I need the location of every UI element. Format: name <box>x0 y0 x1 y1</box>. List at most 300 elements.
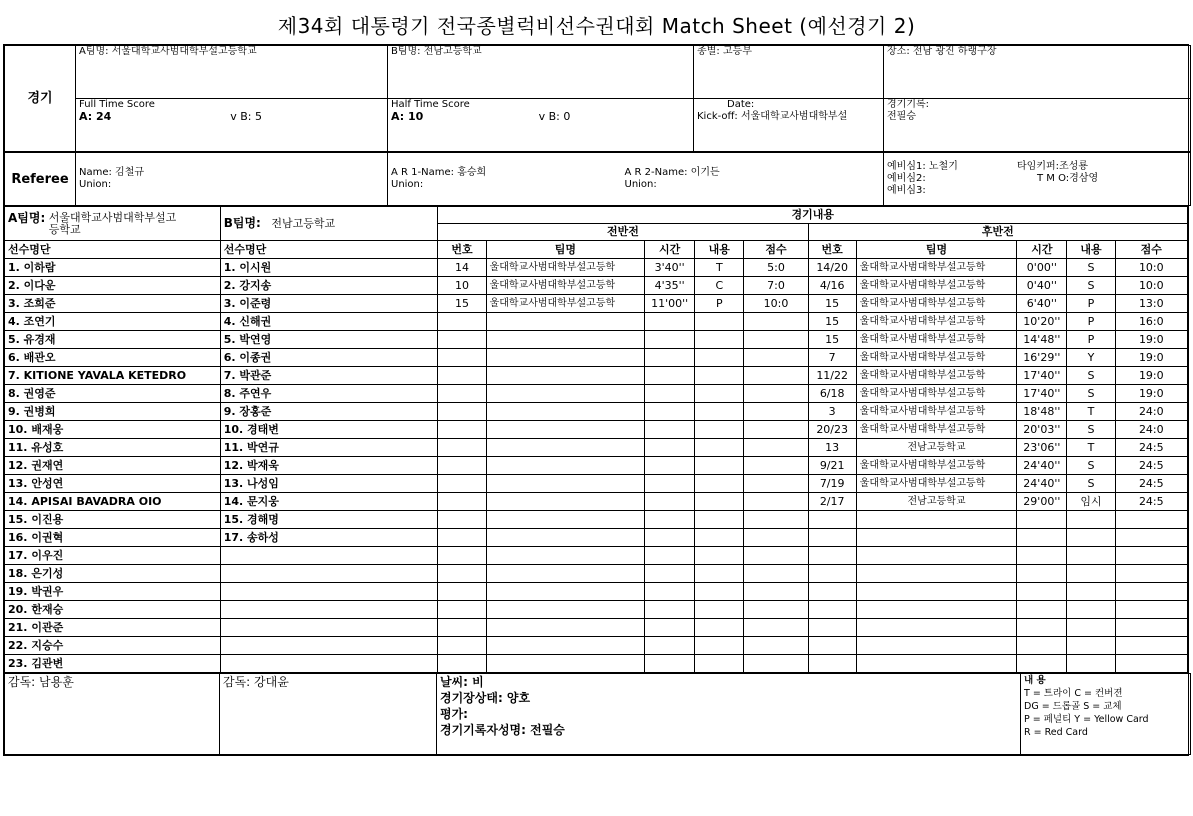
second-half-cell: 울대학교사범대학부설고등학 <box>856 403 1017 421</box>
first-half-col-header: 점수 <box>744 241 808 259</box>
first-half-cell <box>438 619 486 637</box>
first-half-col-header: 내용 <box>695 241 744 259</box>
team-a-name: 서울대학교사범대학부설고등학교 <box>48 210 177 236</box>
second-half-cell <box>1017 601 1067 619</box>
second-half-cell: S <box>1067 259 1115 277</box>
first-half-cell <box>744 583 808 601</box>
ar2-union: Union: <box>624 179 657 190</box>
second-half-label: 후반전 <box>808 224 1187 241</box>
second-half-cell: 15 <box>808 295 856 313</box>
timekeeper: 타임키퍼:조성룡 <box>1017 161 1088 172</box>
player-b <box>220 583 438 601</box>
first-half-cell <box>645 475 695 493</box>
legend-line-3: P = 페널티 Y = Yellow Card <box>1024 714 1149 725</box>
first-half-cell <box>645 637 695 655</box>
team-b-label: B팀명: <box>223 216 261 230</box>
player-b: 13. 나성임 <box>220 475 438 493</box>
table-row <box>5 565 1188 583</box>
second-half-cell <box>1067 565 1115 583</box>
tmo: T M O:경삼영 <box>1037 173 1099 184</box>
first-half-cell: P <box>695 295 744 313</box>
first-half-cell <box>645 493 695 511</box>
first-half-cell <box>744 601 808 619</box>
first-half-cell <box>645 583 695 601</box>
second-half-cell: 24'40'' <box>1017 457 1067 475</box>
first-half-cell: 5:0 <box>744 259 808 277</box>
player-b: 3. 이준령 <box>220 295 438 313</box>
second-half-cell: 7 <box>808 349 856 367</box>
first-half-col-header: 번호 <box>438 241 486 259</box>
legend <box>1021 674 1191 755</box>
category: 종별: 고등부 <box>694 46 884 99</box>
table-row <box>5 583 1188 601</box>
first-half-cell <box>645 403 695 421</box>
second-half-cell <box>1115 511 1187 529</box>
first-half-cell <box>438 313 486 331</box>
first-half-cell <box>744 403 808 421</box>
player-b <box>220 547 438 565</box>
second-half-cell: 전남고등학교 <box>856 439 1017 457</box>
second-half-cell: 임시 <box>1067 493 1115 511</box>
first-half-cell <box>486 493 645 511</box>
game-content-label: 경기내용 <box>438 207 1188 224</box>
second-half-cell: S <box>1067 277 1115 295</box>
first-half-cell <box>486 655 645 673</box>
legend-line-4: R = Red Card <box>1024 727 1088 738</box>
second-half-cell <box>808 619 856 637</box>
second-half-col-header: 점수 <box>1115 241 1187 259</box>
first-half-cell: 3'40'' <box>645 259 695 277</box>
first-half-cell <box>695 547 744 565</box>
second-half-cell <box>808 601 856 619</box>
second-half-cell <box>1067 583 1115 601</box>
second-half-cell <box>808 565 856 583</box>
half-time-score <box>388 99 694 152</box>
second-half-cell <box>856 655 1017 673</box>
player-a: 23. 김관변 <box>5 655 221 673</box>
second-half-cell: T <box>1067 403 1115 421</box>
second-half-cell: Y <box>1067 349 1115 367</box>
player-b: 6. 이종권 <box>220 349 438 367</box>
first-half-cell <box>695 367 744 385</box>
player-b: 14. 문지웅 <box>220 493 438 511</box>
date: Date: <box>727 99 755 110</box>
second-half-cell <box>1115 655 1187 673</box>
first-half-cell <box>695 331 744 349</box>
referee-table <box>4 152 1191 206</box>
first-half-cell <box>438 601 486 619</box>
referee <box>76 153 388 206</box>
first-half-cell <box>695 421 744 439</box>
second-half-cell <box>1017 529 1067 547</box>
first-half-cell <box>645 331 695 349</box>
recorder-name: 경기기록자성명: 전필승 <box>440 723 565 737</box>
first-half-cell <box>695 511 744 529</box>
second-half-cell: 울대학교사범대학부설고등학 <box>856 349 1017 367</box>
first-half-cell <box>486 313 645 331</box>
second-half-cell: 7/19 <box>808 475 856 493</box>
first-half-cell <box>486 619 645 637</box>
second-half-cell: S <box>1067 421 1115 439</box>
first-half-cell <box>486 637 645 655</box>
second-half-col-header: 번호 <box>808 241 856 259</box>
table-row <box>5 385 1188 403</box>
table-row <box>5 295 1188 313</box>
second-half-cell: 16'29'' <box>1017 349 1067 367</box>
legend-line-1: T = 트라이 C = 컨버젼 <box>1024 688 1123 699</box>
table-row <box>5 511 1188 529</box>
player-a: 22. 지승수 <box>5 637 221 655</box>
first-half-cell: 울대학교사범대학부설고등학 <box>486 259 645 277</box>
table-row <box>5 493 1188 511</box>
legend-line-2: DG = 드롭골 S = 교체 <box>1024 701 1122 712</box>
second-half-cell: 17'40'' <box>1017 385 1067 403</box>
full-time-label: Full Time Score <box>79 99 155 110</box>
first-half-cell <box>438 349 486 367</box>
second-half-cell: 19:0 <box>1115 331 1187 349</box>
second-half-cell: 울대학교사범대학부설고등학 <box>856 277 1017 295</box>
second-half-cell <box>1067 637 1115 655</box>
first-half-cell <box>695 475 744 493</box>
second-half-cell: 3 <box>808 403 856 421</box>
second-half-cell: 13 <box>808 439 856 457</box>
player-b <box>220 637 438 655</box>
first-half-cell <box>645 439 695 457</box>
first-half-cell <box>438 403 486 421</box>
second-half-cell: 24:5 <box>1115 493 1187 511</box>
second-half-cell: 20'03'' <box>1017 421 1067 439</box>
first-half-label: 전반전 <box>438 224 808 241</box>
first-half-cell <box>438 529 486 547</box>
player-a: 19. 박권우 <box>5 583 221 601</box>
second-half-cell <box>856 583 1017 601</box>
player-a: 10. 배재웅 <box>5 421 221 439</box>
second-half-cell <box>1017 619 1067 637</box>
second-half-cell: P <box>1067 331 1115 349</box>
player-a: 3. 조희준 <box>5 295 221 313</box>
first-half-cell <box>486 583 645 601</box>
first-half-cell <box>645 313 695 331</box>
table-row <box>5 529 1188 547</box>
team-a-cell <box>5 207 221 241</box>
second-half-cell <box>1017 583 1067 601</box>
first-half-cell <box>486 457 645 475</box>
coach-b: 감독: 강대윤 <box>220 674 437 755</box>
first-half-cell <box>438 565 486 583</box>
first-half-cell <box>438 457 486 475</box>
second-half-col-header: 시간 <box>1017 241 1067 259</box>
first-half-cell <box>744 385 808 403</box>
first-half-cell <box>695 529 744 547</box>
officials <box>884 153 1191 206</box>
first-half-cell <box>744 637 808 655</box>
half-time-b: v B: 0 <box>538 110 571 123</box>
first-half-cell <box>744 619 808 637</box>
first-half-cell: 울대학교사범대학부설고등학 <box>486 295 645 313</box>
player-a: 16. 이권혁 <box>5 529 221 547</box>
second-half-cell: 19:0 <box>1115 385 1187 403</box>
first-half-cell <box>695 637 744 655</box>
first-half-cell <box>438 583 486 601</box>
second-half-cell: 0'40'' <box>1017 277 1067 295</box>
header-table <box>4 45 1191 152</box>
second-half-cell <box>808 637 856 655</box>
team-a-header: A팀명: 서울대학교사범대학부설고등학교 <box>76 46 388 99</box>
first-half-cell: 15 <box>438 295 486 313</box>
first-half-cell <box>645 421 695 439</box>
first-half-cell <box>744 511 808 529</box>
second-half-cell: S <box>1067 385 1115 403</box>
full-time-a: A: 24 <box>79 110 112 123</box>
legend-title: 내 용 <box>1024 675 1046 686</box>
second-half-cell <box>808 583 856 601</box>
second-half-cell: 9/21 <box>808 457 856 475</box>
first-half-cell <box>645 655 695 673</box>
second-half-cell: 울대학교사범대학부설고등학 <box>856 367 1017 385</box>
record <box>884 99 1191 152</box>
table-row <box>5 313 1188 331</box>
player-a: 15. 이진용 <box>5 511 221 529</box>
player-b: 5. 박연영 <box>220 331 438 349</box>
player-a: 14. APISAI BAVADRA OIO <box>5 493 221 511</box>
first-half-cell: 4'35'' <box>645 277 695 295</box>
first-half-cell <box>744 349 808 367</box>
kickoff: Kick-off: 서울대학교사범대학부설 <box>697 111 848 122</box>
table-row <box>5 439 1188 457</box>
first-half-cell <box>486 601 645 619</box>
second-half-cell: 6/18 <box>808 385 856 403</box>
player-b <box>220 601 438 619</box>
player-a: 4. 조연기 <box>5 313 221 331</box>
player-a: 5. 유경재 <box>5 331 221 349</box>
ar1-union: Union: <box>391 179 424 190</box>
second-half-cell: 20/23 <box>808 421 856 439</box>
second-half-cell <box>1067 511 1115 529</box>
ref-union: Union: <box>79 179 112 190</box>
second-half-cell <box>1115 529 1187 547</box>
first-half-cell <box>486 403 645 421</box>
first-half-cell <box>645 601 695 619</box>
player-b: 17. 송하성 <box>220 529 438 547</box>
second-half-col-header: 팀명 <box>856 241 1017 259</box>
referee-label: Referee <box>5 153 76 206</box>
ar2-name: A R 2-Name: 이기든 <box>624 167 720 178</box>
first-half-cell <box>438 385 486 403</box>
second-half-cell: 4/16 <box>808 277 856 295</box>
first-half-cell <box>744 421 808 439</box>
player-b: 7. 박관준 <box>220 367 438 385</box>
full-time-b: v B: 5 <box>230 110 262 123</box>
half-time-label: Half Time Score <box>391 99 470 110</box>
first-half-cell <box>695 313 744 331</box>
second-half-cell: 24:5 <box>1115 439 1187 457</box>
first-half-cell <box>744 313 808 331</box>
first-half-cell <box>695 619 744 637</box>
second-half-cell: 24:0 <box>1115 421 1187 439</box>
first-half-cell: T <box>695 259 744 277</box>
player-b: 8. 주연우 <box>220 385 438 403</box>
second-half-cell <box>1115 565 1187 583</box>
second-half-cell: 14/20 <box>808 259 856 277</box>
player-a: 20. 한재승 <box>5 601 221 619</box>
first-half-cell <box>695 457 744 475</box>
reserve2: 예비심2: <box>887 173 926 184</box>
second-half-cell: 14'48'' <box>1017 331 1067 349</box>
first-half-cell <box>744 565 808 583</box>
second-half-cell: 24'40'' <box>1017 475 1067 493</box>
player-b: 11. 박연규 <box>220 439 438 457</box>
second-half-cell: 울대학교사범대학부설고등학 <box>856 259 1017 277</box>
player-b <box>220 565 438 583</box>
first-half-cell <box>695 583 744 601</box>
second-half-cell: 29'00'' <box>1017 493 1067 511</box>
second-half-cell <box>1067 619 1115 637</box>
footer-table <box>4 673 1191 755</box>
second-half-cell: 15 <box>808 331 856 349</box>
table-row <box>5 475 1188 493</box>
team-a-label: A팀명: <box>8 210 46 225</box>
first-half-cell <box>695 349 744 367</box>
first-half-cell <box>645 529 695 547</box>
first-half-cell <box>695 493 744 511</box>
first-half-cell: C <box>695 277 744 295</box>
second-half-cell: 10'20'' <box>1017 313 1067 331</box>
first-half-cell <box>486 349 645 367</box>
first-half-cell <box>486 511 645 529</box>
first-half-cell <box>438 475 486 493</box>
table-row <box>5 349 1188 367</box>
second-half-cell: 19:0 <box>1115 367 1187 385</box>
first-half-cell <box>645 367 695 385</box>
second-half-cell <box>1115 601 1187 619</box>
recorder: 전필승 <box>887 111 916 122</box>
second-half-cell <box>856 601 1017 619</box>
second-half-cell <box>1017 511 1067 529</box>
second-half-cell: S <box>1067 457 1115 475</box>
second-half-cell: 울대학교사범대학부설고등학 <box>856 331 1017 349</box>
player-b: 4. 신해권 <box>220 313 438 331</box>
first-half-cell <box>744 331 808 349</box>
second-half-cell: 24:5 <box>1115 457 1187 475</box>
second-half-cell: 울대학교사범대학부설고등학 <box>856 457 1017 475</box>
table-row <box>5 601 1188 619</box>
player-a: 2. 이다운 <box>5 277 221 295</box>
game-label: 경기 <box>5 46 76 152</box>
coach-a: 감독: 남용훈 <box>5 674 220 755</box>
table-row <box>5 655 1188 673</box>
second-half-cell <box>1115 619 1187 637</box>
first-half-cell: 14 <box>438 259 486 277</box>
second-half-cell: 11/22 <box>808 367 856 385</box>
first-half-cell <box>695 403 744 421</box>
second-half-cell <box>1017 655 1067 673</box>
team-b-cell <box>220 207 438 241</box>
player-b: 12. 박재욱 <box>220 457 438 475</box>
ref-name: Name: 김철규 <box>79 167 145 178</box>
player-b <box>220 655 438 673</box>
first-half-cell <box>486 331 645 349</box>
player-b: 10. 경태변 <box>220 421 438 439</box>
first-half-cell <box>486 547 645 565</box>
game-grid <box>4 206 1188 673</box>
second-half-cell: 울대학교사범대학부설고등학 <box>856 475 1017 493</box>
first-half-cell <box>438 637 486 655</box>
table-row <box>5 619 1188 637</box>
second-half-cell: 24:5 <box>1115 475 1187 493</box>
second-half-cell: 13:0 <box>1115 295 1187 313</box>
table-row <box>5 259 1188 277</box>
first-half-cell <box>645 511 695 529</box>
half-time-a: A: 10 <box>391 110 424 123</box>
second-half-cell: 울대학교사범대학부설고등학 <box>856 385 1017 403</box>
roster-a-label: 선수명단 <box>5 241 221 259</box>
table-row <box>5 403 1188 421</box>
table-row <box>5 547 1188 565</box>
first-half-cell <box>744 367 808 385</box>
player-a: 12. 권재연 <box>5 457 221 475</box>
table-row <box>5 421 1188 439</box>
reserve3: 예비심3: <box>887 185 926 196</box>
first-half-cell <box>744 493 808 511</box>
table-row <box>5 367 1188 385</box>
second-half-cell: 울대학교사범대학부설고등학 <box>856 313 1017 331</box>
player-b <box>220 619 438 637</box>
second-half-cell: 10:0 <box>1115 277 1187 295</box>
player-a: 18. 은기성 <box>5 565 221 583</box>
player-b: 2. 강지송 <box>220 277 438 295</box>
player-a: 1. 이하람 <box>5 259 221 277</box>
player-b: 15. 경해명 <box>220 511 438 529</box>
evaluation: 평가: <box>440 707 468 721</box>
first-half-cell: 울대학교사범대학부설고등학 <box>486 277 645 295</box>
first-half-cell <box>486 421 645 439</box>
player-a: 7. KITIONE YAVALA KETEDRO <box>5 367 221 385</box>
second-half-cell <box>1067 547 1115 565</box>
second-half-cell: T <box>1067 439 1115 457</box>
first-half-cell <box>695 385 744 403</box>
ar2 <box>622 153 884 206</box>
second-half-cell <box>856 547 1017 565</box>
first-half-cell <box>645 565 695 583</box>
second-half-cell: 울대학교사범대학부설고등학 <box>856 295 1017 313</box>
player-a: 9. 권병희 <box>5 403 221 421</box>
second-half-cell <box>856 637 1017 655</box>
first-half-cell <box>695 601 744 619</box>
second-half-cell <box>808 511 856 529</box>
second-half-cell: P <box>1067 313 1115 331</box>
team-b-name: 전남고등학교 <box>271 217 336 230</box>
first-half-cell <box>486 439 645 457</box>
second-half-cell: 15 <box>808 313 856 331</box>
first-half-cell <box>438 547 486 565</box>
second-half-cell <box>856 565 1017 583</box>
second-half-cell <box>808 547 856 565</box>
player-a: 17. 이우진 <box>5 547 221 565</box>
field-condition: 경기장상태: 양호 <box>440 691 531 705</box>
second-half-cell: 울대학교사범대학부설고등학 <box>856 421 1017 439</box>
first-half-col-header: 팀명 <box>486 241 645 259</box>
second-half-cell: 16:0 <box>1115 313 1187 331</box>
first-half-cell <box>695 655 744 673</box>
first-half-cell <box>645 385 695 403</box>
second-half-cell: 18'48'' <box>1017 403 1067 421</box>
date-kickoff <box>694 99 884 152</box>
game-notes <box>437 674 1021 755</box>
player-a: 21. 이관준 <box>5 619 221 637</box>
first-half-cell: 10:0 <box>744 295 808 313</box>
second-half-cell: 전남고등학교 <box>856 493 1017 511</box>
second-half-cell: 19:0 <box>1115 349 1187 367</box>
